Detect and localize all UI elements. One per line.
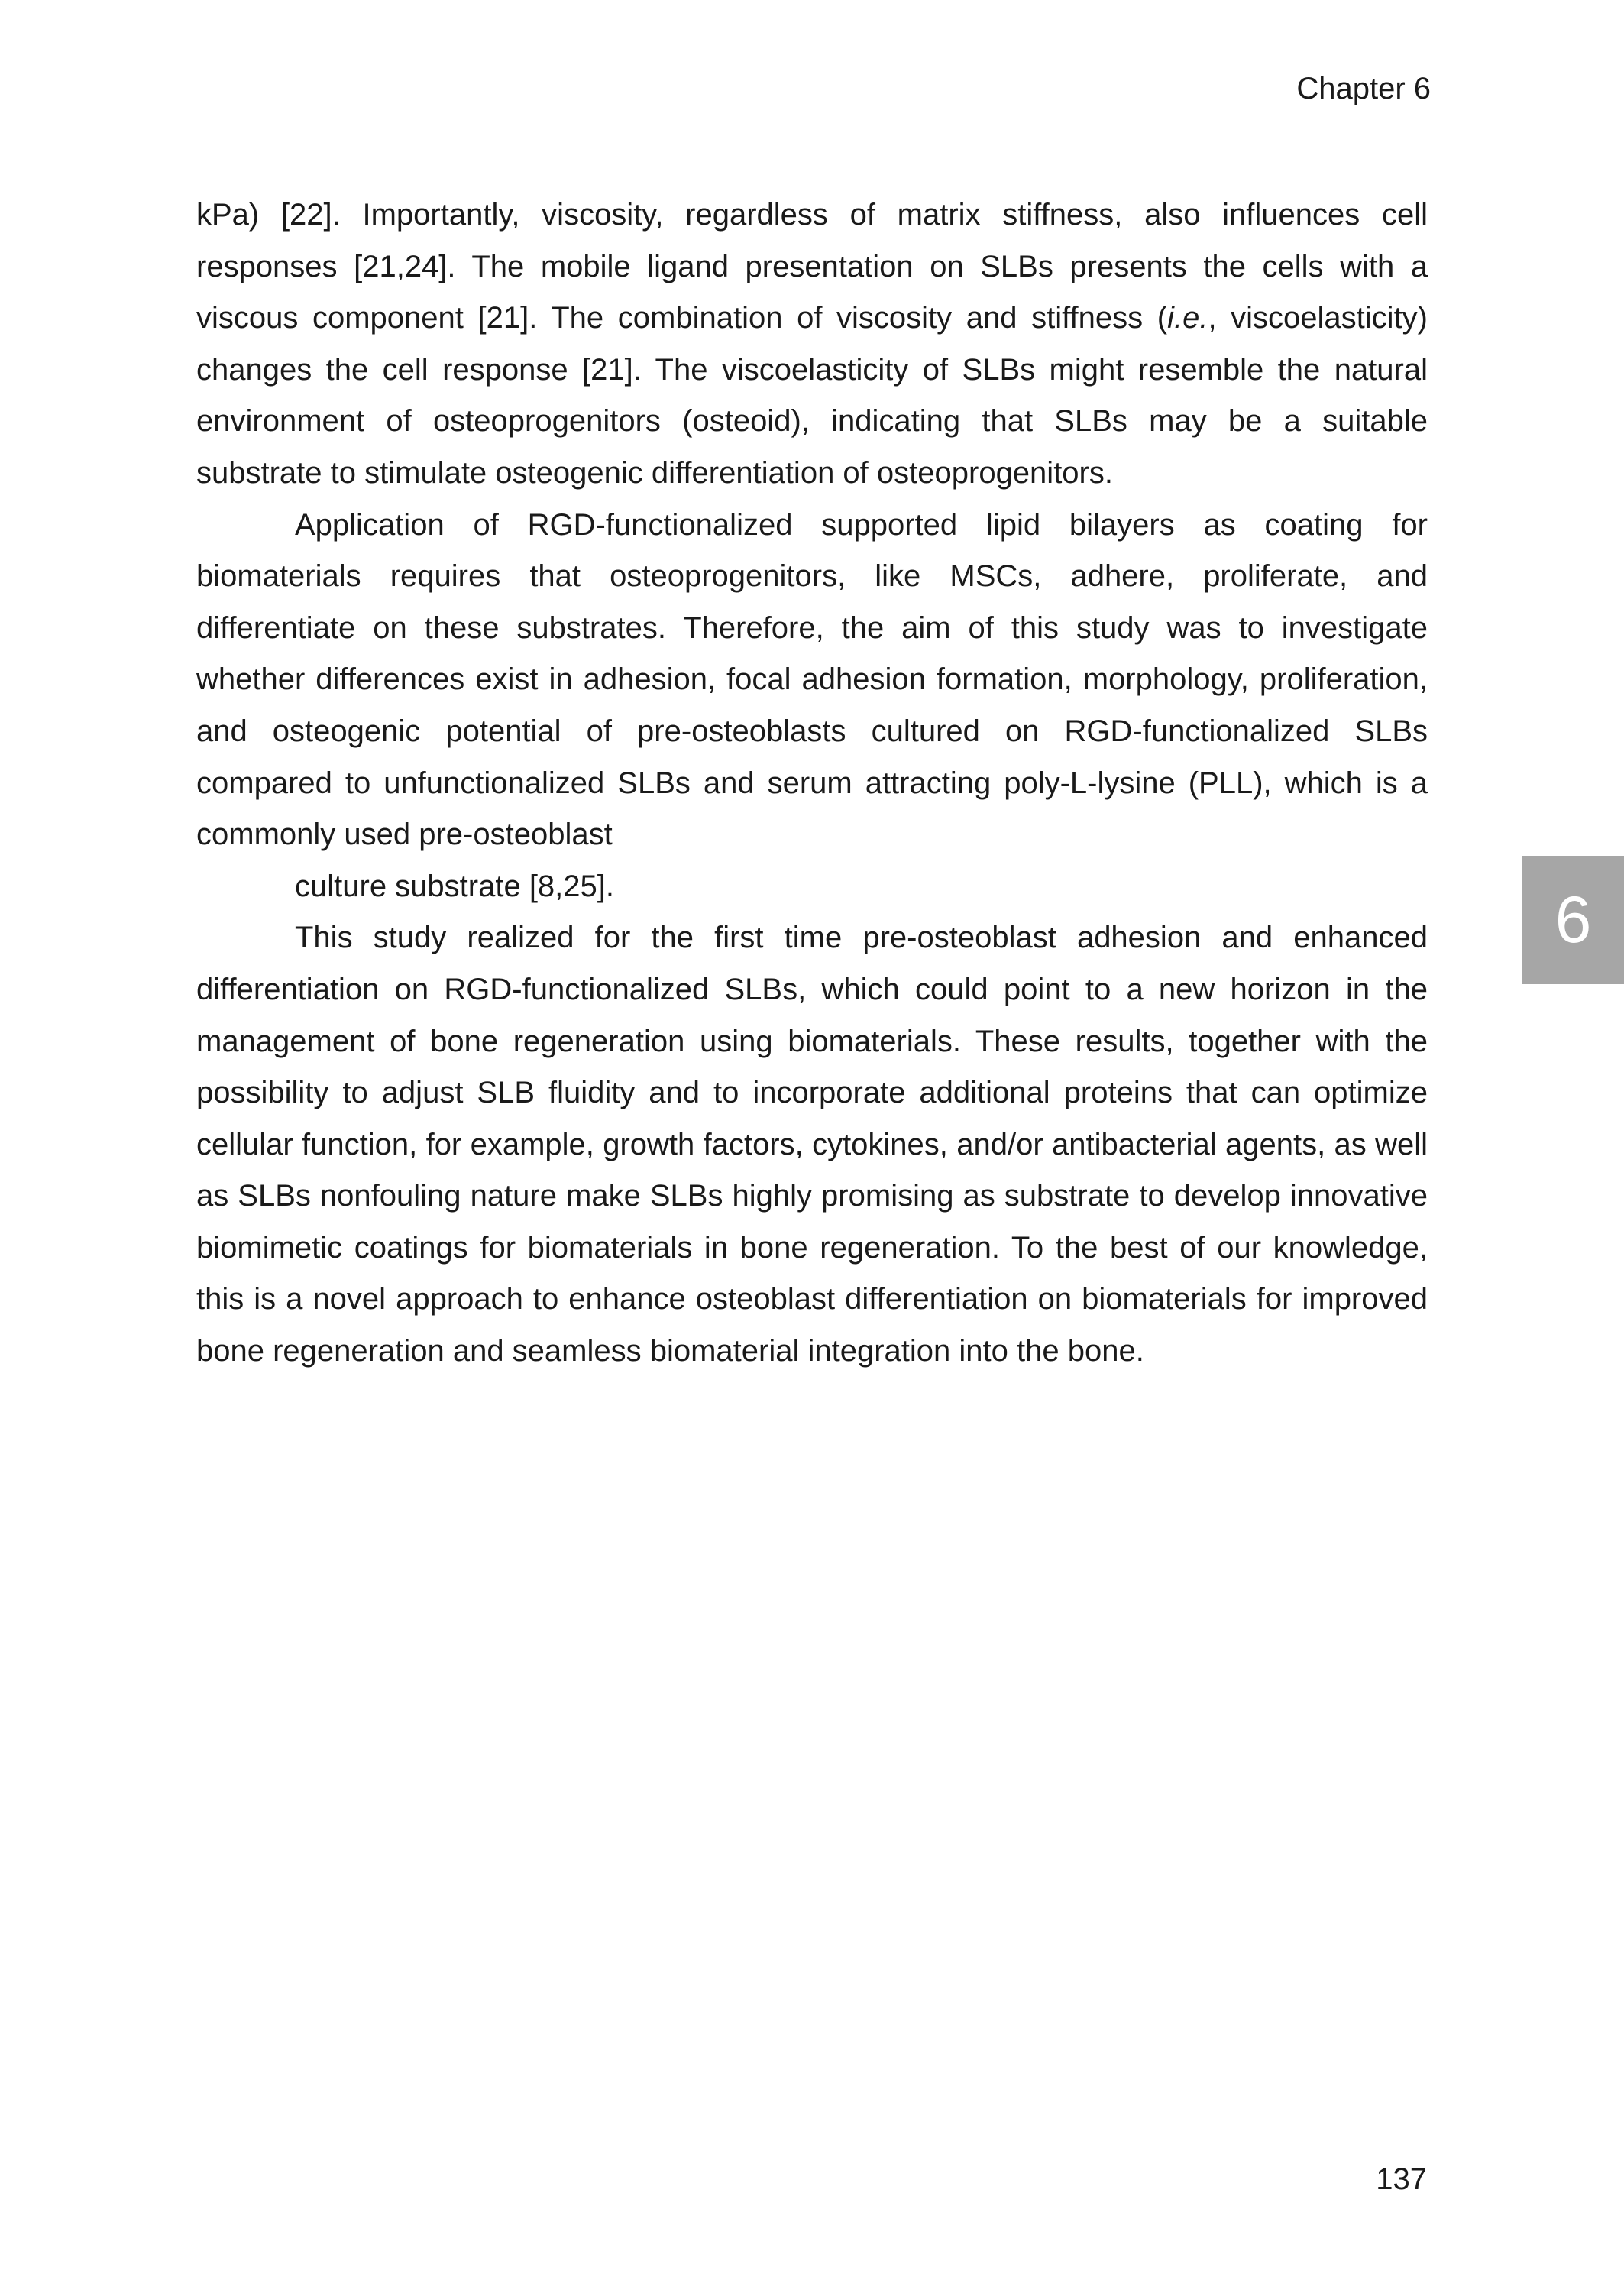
paragraph-2-main: Application of RGD-functionalized supported lipid bilayers as coating for biomaterials requires that osteoprogenitors, like MSCs, adhere, proliferate, and differentiate on these substrates. Therefore, the aim of this study was to investigate whether differences exist in adhesion, focal adhesion formation, morphology, proliferation, and osteogenic potential of pre-osteoblasts cultured on RGD-functionalized SLBs compared to unfunctionalized SLBs and serum attracting poly-L-lysine (PLL), which is a commonly used pre-osteoblast — [196, 507, 1428, 852]
running-header-chapter: Chapter 6 — [1296, 72, 1431, 105]
paragraph-1-text-b: , viscoelasticity) changes the cell response [21]. The viscoelasticity of SLBs might resemble the natural environment of osteoprogenitors (osteoid), indicating that SLBs may be a suitable substrate to stimulate osteogenic differentiation of osteoprogenitors. — [196, 301, 1428, 490]
paragraph-2-last-line: culture substrate [8,25]. — [295, 869, 615, 903]
paragraph-1-italic: i.e. — [1167, 301, 1208, 335]
paragraph-2 — [196, 500, 1428, 913]
chapter-tab: 6 — [1522, 856, 1624, 984]
body-text — [196, 189, 1428, 1378]
paragraph-1-text-a: kPa) [22]. Importantly, viscosity, regardless of matrix stiffness, also influences cell responses [21,24]. The mobile ligand presentation on SLBs presents the cells with a viscous component [21]. The combination of viscosity and stiffness ( — [196, 198, 1428, 335]
paragraph-1 — [196, 189, 1428, 500]
page-number: 137 — [1376, 2162, 1427, 2196]
paragraph-3: This study realized for the first time pre-osteoblast adhesion and enhanced differentiation on RGD-functionalized SLBs, which could point to a new horizon in the management of bone regeneration using biomaterials. These results, together with the possibility to adjust SLB fluidity and to incorporate additional proteins that can optimize cellular function, for example, growth factors, cytokines, and/or antibacterial agents, as well as SLBs nonfouling nature make SLBs highly promising as substrate to develop innovative biomimetic coatings for biomaterials in bone regeneration. To the best of our knowledge, this is a novel approach to enhance osteoblast differentiation on biomaterials for improved bone regeneration and seamless biomaterial integration into the bone. — [196, 921, 1428, 1368]
